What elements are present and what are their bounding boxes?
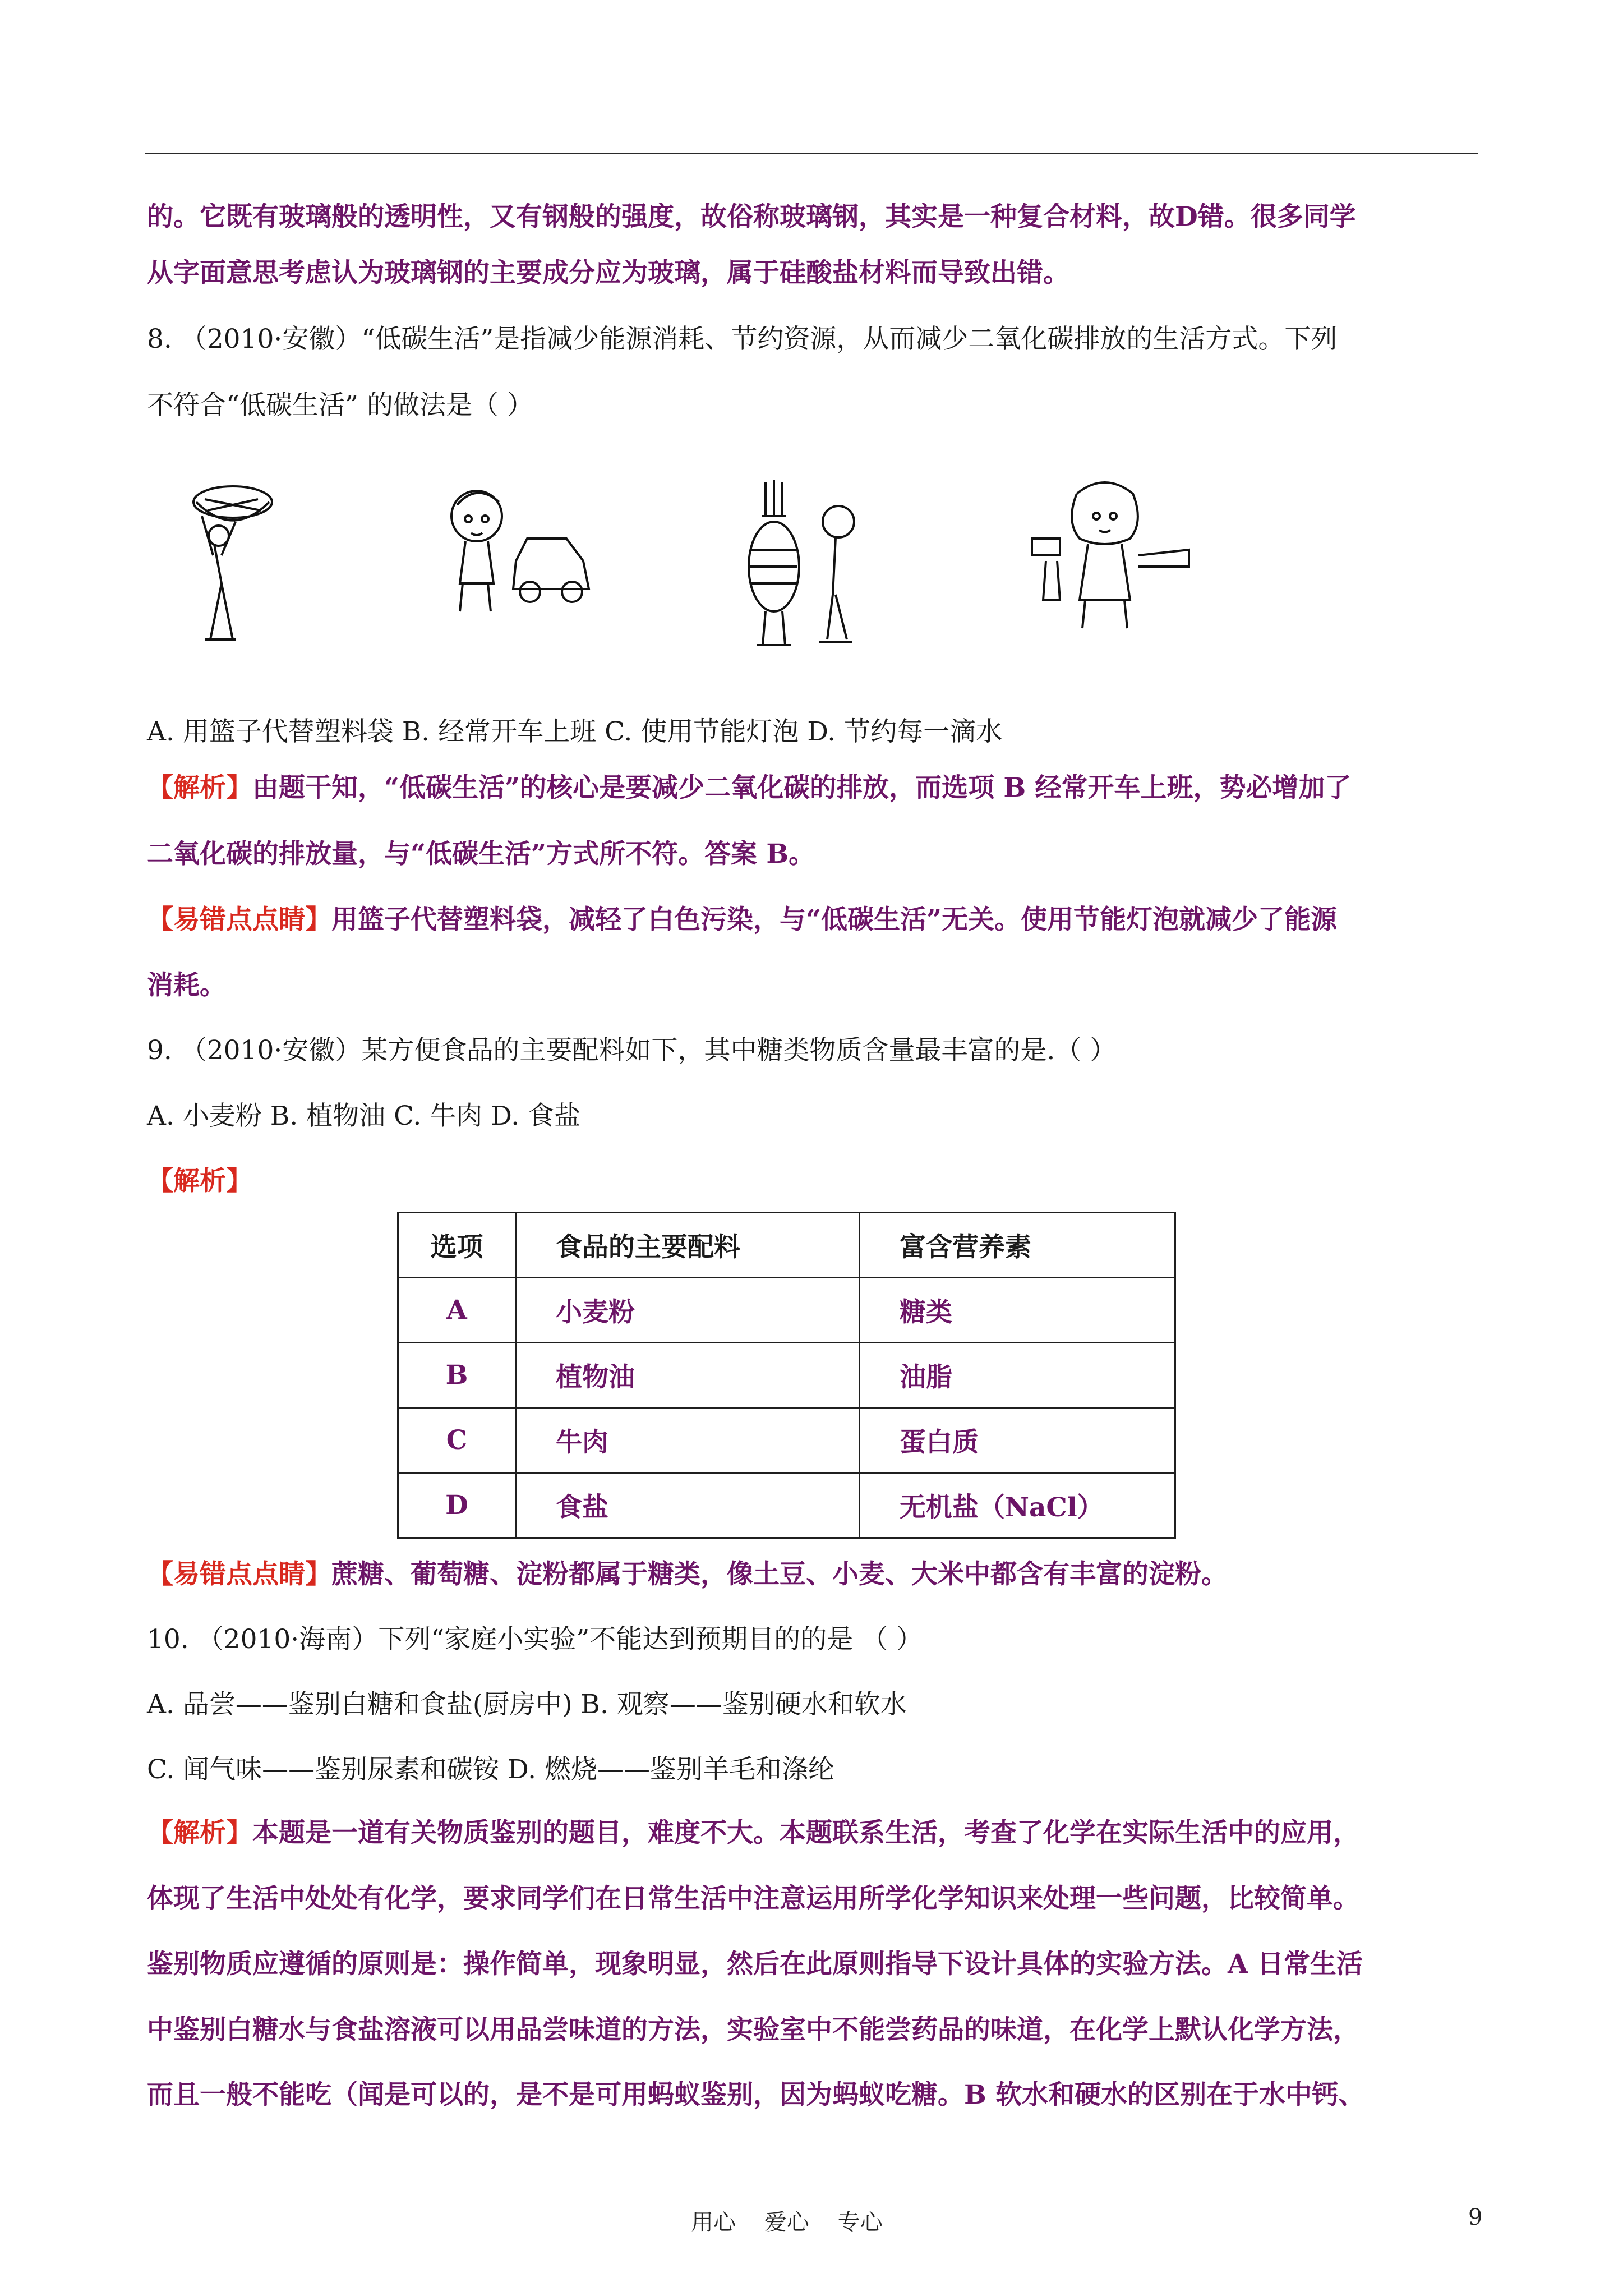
table-row bbox=[398, 1343, 1175, 1408]
table-cell: 食盐 bbox=[516, 1473, 860, 1538]
paragraph-line: 的。它既有玻璃般的透明性，又有钢般的强度，故俗称玻璃钢，其实是一种复合材料，故D错。很多同学 bbox=[147, 201, 1356, 232]
question-8-illustrations bbox=[179, 471, 1217, 662]
water-saving-illustration bbox=[1021, 471, 1200, 639]
error-tip-label: 【易错点点睛】 bbox=[147, 1559, 331, 1590]
error-tip-label: 【易错点点睛】 bbox=[147, 904, 331, 935]
question-8-options: A. 用篮子代替塑料袋 B. 经常开车上班 C. 使用节能灯泡 D. 节约每一滴水 bbox=[147, 716, 1003, 747]
table-cell: 油脂 bbox=[860, 1343, 1175, 1408]
question-10-analysis-cont: 鉴别物质应遵循的原则是：操作简单，现象明显，然后在此原则指导下设计具体的实验方法。A 日常生活 bbox=[147, 1949, 1363, 1980]
lightbulb-illustration bbox=[735, 471, 880, 656]
question-8-stem: 不符合“低碳生活” 的做法是（ ） bbox=[147, 390, 533, 421]
error-tip-text: 蔗糖、葡萄糖、淀粉都属于糖类，像土豆、小麦、大米中都含有丰富的淀粉。 bbox=[331, 1559, 1228, 1590]
question-9-error-tip bbox=[147, 1555, 1481, 1594]
question-8-error-tip bbox=[147, 900, 1481, 940]
table-cell: B bbox=[398, 1343, 516, 1408]
paragraph-line: 从字面意思考虑认为玻璃钢的主要成分应为玻璃，属于硅酸盐材料而导致出错。 bbox=[147, 257, 1069, 288]
question-8-error-tip-cont: 消耗。 bbox=[147, 970, 226, 1001]
table-row bbox=[398, 1278, 1175, 1343]
analysis-label: 【解析】 bbox=[147, 772, 252, 803]
table-row bbox=[398, 1473, 1175, 1538]
table-cell: 无机盐（NaCl） bbox=[860, 1473, 1175, 1538]
ingredients-table bbox=[397, 1212, 1176, 1539]
table-header-cell: 富含营养素 bbox=[860, 1213, 1175, 1278]
question-10-analysis-cont: 而且一般不能吃（闻是可以的，是不是可用蚂蚁鉴别，因为蚂蚁吃糖。B 软水和硬水的区别在于水中钙、 bbox=[147, 2079, 1365, 2110]
question-10-stem: 10. （2010·海南）下列“家庭小实验”不能达到预期目的的是 （ ） bbox=[147, 1624, 923, 1655]
table-header-row bbox=[398, 1213, 1175, 1278]
table-cell: 小麦粉 bbox=[516, 1278, 860, 1343]
question-9-stem: 9. （2010·安徽）某方便食品的主要配料如下，其中糖类物质含量最丰富的是.（ ） bbox=[147, 1035, 1117, 1066]
footer-motto: 用心 爱心 专心 bbox=[691, 2210, 883, 2235]
table-cell: 牛肉 bbox=[516, 1408, 860, 1473]
header-rule bbox=[145, 153, 1478, 154]
question-8-analysis-cont: 二氧化碳的排放量，与“低碳生活”方式所不符。答案 B。 bbox=[147, 839, 815, 869]
table-cell: 蛋白质 bbox=[860, 1408, 1175, 1473]
analysis-text: 本题是一道有关物质鉴别的题目，难度不大。本题联系生活，考查了化学在实际生活中的应用， bbox=[252, 1818, 1359, 1848]
question-10-options: C. 闻气味——鉴别尿素和碳铵 D. 燃烧——鉴别羊毛和涤纶 bbox=[147, 1754, 834, 1785]
question-8-stem: 8. （2010·安徽）“低碳生活”是指减少能源消耗、节约资源，从而减少二氧化碳排放的生活方式。下列 bbox=[147, 324, 1338, 355]
table-header-cell: 选项 bbox=[398, 1213, 516, 1278]
analysis-label: 【解析】 bbox=[147, 1818, 252, 1848]
question-10-analysis-cont: 中鉴别白糖水与食盐溶液可以用品尝味道的方法，实验室中不能尝药品的味道，在化学上默认化学方法， bbox=[147, 2014, 1359, 2045]
question-9-options: A. 小麦粉 B. 植物油 C. 牛肉 D. 食盐 bbox=[147, 1101, 581, 1131]
error-tip-text: 用篮子代替塑料袋，减轻了白色污染，与“低碳生活”无关。使用节能灯泡就减少了能源 bbox=[331, 904, 1338, 935]
question-10-analysis bbox=[147, 1814, 1481, 1853]
table-cell: 糖类 bbox=[860, 1278, 1175, 1343]
table-cell: D bbox=[398, 1473, 516, 1538]
page-number: 9 bbox=[1468, 2205, 1483, 2230]
table-cell: A bbox=[398, 1278, 516, 1343]
table-cell: C bbox=[398, 1408, 516, 1473]
car-illustration bbox=[432, 471, 600, 639]
analysis-label: 【解析】 bbox=[147, 1166, 252, 1197]
table-row bbox=[398, 1408, 1175, 1473]
question-10-options: A. 品尝——鉴别白糖和食盐(厨房中) B. 观察——鉴别硬水和软水 bbox=[147, 1689, 907, 1720]
analysis-text: 由题干知，“低碳生活”的核心是要减少二氧化碳的排放，而选项 B 经常开车上班，势必增加了 bbox=[252, 772, 1352, 803]
table-header-cell: 食品的主要配料 bbox=[516, 1213, 860, 1278]
table-cell: 植物油 bbox=[516, 1343, 860, 1408]
question-8-analysis bbox=[147, 769, 1481, 808]
question-10-analysis-cont: 体现了生活中处处有化学，要求同学们在日常生活中注意运用所学化学知识来处理一些问题，比较简单。 bbox=[147, 1883, 1359, 1914]
basket-illustration bbox=[179, 471, 292, 662]
